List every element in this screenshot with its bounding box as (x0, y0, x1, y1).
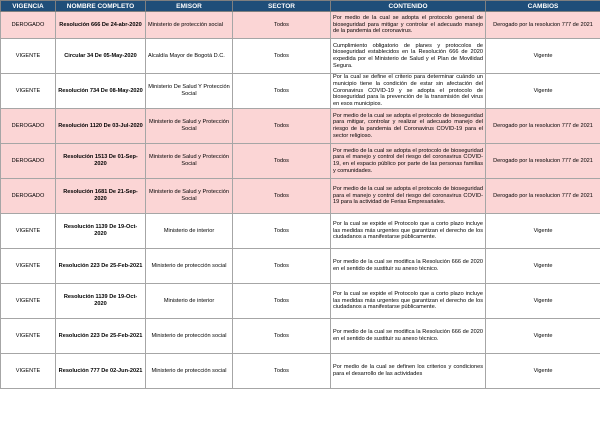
cell-vigencia[interactable]: VIGENTE (1, 354, 56, 389)
cell-cambios[interactable]: Vigente (486, 74, 600, 109)
table-row (1, 12, 600, 39)
cell-emisor[interactable]: Ministerio de Salud y Protección Social (146, 179, 233, 214)
cell-contenido[interactable]: Por medio de la cual se modifica la Resolución 666 de 2020 en el sentido de sustituir su anexo técnico. (331, 319, 486, 354)
table-row (1, 144, 600, 179)
table-row (1, 109, 600, 144)
table-row (1, 214, 600, 249)
cell-vigencia[interactable]: DEROGADO (1, 12, 56, 39)
cell-nombre[interactable]: Resolución 777 De 02-Jun-2021 (56, 354, 146, 389)
cell-cambios[interactable]: Vigente (486, 284, 600, 319)
table-row (1, 179, 600, 214)
cell-cambios[interactable]: Derogado por la resolucion 777 de 2021 (486, 109, 600, 144)
cell-emisor[interactable]: Ministerio de protección social (146, 12, 233, 39)
header-sector[interactable]: SECTOR (233, 1, 331, 12)
cell-contenido[interactable]: Por medio de la cual se adopta el protocolo de bioseguridad para el manejo y control del riesgo del coronavirus COVID-19, en el espacio público por parte de las personas familias y comunidades. (331, 144, 486, 179)
cell-nombre[interactable]: Resolución 1681 De 21-Sep-2020 (56, 179, 146, 214)
cell-cambios[interactable]: Vigente (486, 354, 600, 389)
table-row (1, 39, 600, 74)
cell-emisor[interactable]: Ministerio de protección social (146, 354, 233, 389)
cell-cambios[interactable]: Vigente (486, 249, 600, 284)
cell-emisor[interactable]: Ministerio de protección social (146, 249, 233, 284)
cell-nombre[interactable]: Resolución 1120 De 03-Jul-2020 (56, 109, 146, 144)
cell-contenido[interactable]: Cumplimiento obligatorio de planes y protocolos de bioseguridad establecidos en la Resolución 666 de 2020 expedida por el Ministerio de Salud y el Plan de Movilidad Segura. (331, 39, 486, 74)
cell-sector[interactable]: Todos (233, 249, 331, 284)
cell-contenido[interactable]: Por la cual se expide el Protocolo que a corto plazo incluye las medidas más urgentes que garantizan el derecho de los ciudadanos a manifestarse públicamente. (331, 214, 486, 249)
table-row (1, 249, 600, 284)
cell-emisor[interactable]: Alcaldía Mayor de Bogotá D.C. (146, 39, 233, 74)
cell-contenido[interactable]: Por la cual se expide el Protocolo que a corto plazo incluye las medidas más urgentes que garantizan el derecho de los ciudadanos a manifestarse públicamente. (331, 284, 486, 319)
cell-vigencia[interactable]: VIGENTE (1, 214, 56, 249)
cell-contenido[interactable]: Por medio de la cual se modifica la Resolución 666 de 2020 en el sentido de sustituir su anexo técnico. (331, 249, 486, 284)
cell-vigencia[interactable]: VIGENTE (1, 39, 56, 74)
header-cambios[interactable]: CAMBIOS (486, 1, 600, 12)
cell-vigencia[interactable]: VIGENTE (1, 284, 56, 319)
cell-sector[interactable]: Todos (233, 319, 331, 354)
cell-nombre[interactable]: Resolución 666 De 24-abr-2020 (56, 12, 146, 39)
header-vigencia[interactable]: VIGENCIA (1, 1, 56, 12)
cell-nombre[interactable]: Resolución 223 De 25-Feb-2021 (56, 249, 146, 284)
header-contenido[interactable]: CONTENIDO (331, 1, 486, 12)
cell-vigencia[interactable]: DEROGADO (1, 109, 56, 144)
cell-contenido[interactable]: Por la cual se define el criterio para determinar cuándo un municipio tiene la condición de estar sin afectación del Coronavirus COVID-19 y se adopta el protocolo de bioseguridad para la prevención de la transmisión del virus en esos municipios. (331, 74, 486, 109)
cell-cambios[interactable]: Derogado por la resolucion 777 de 2021 (486, 144, 600, 179)
cell-cambios[interactable]: Derogado por la resolucion 777 de 2021 (486, 179, 600, 214)
cell-emisor[interactable]: Ministerio de interior (146, 214, 233, 249)
cell-sector[interactable]: Todos (233, 144, 331, 179)
cell-nombre[interactable]: Circular 34 De 05-May-2020 (56, 39, 146, 74)
cell-cambios[interactable]: Vigente (486, 319, 600, 354)
cell-cambios[interactable]: Vigente (486, 39, 600, 74)
cell-sector[interactable]: Todos (233, 12, 331, 39)
cell-nombre[interactable]: Resolución 1139 De 19-Oct-2020 (56, 284, 146, 319)
cell-emisor[interactable]: Ministerio De Salud Y Protección Social (146, 74, 233, 109)
cell-vigencia[interactable]: VIGENTE (1, 319, 56, 354)
cell-sector[interactable]: Todos (233, 74, 331, 109)
cell-contenido[interactable]: Por medio de la cual se adopta el protocolo de bioseguridad para el manejo y control del riesgo del coronavirus COVID-19 para la actividad de Ferias Empresariales. (331, 179, 486, 214)
table-row (1, 354, 600, 389)
cell-sector[interactable]: Todos (233, 354, 331, 389)
cell-nombre[interactable]: Resolución 1513 De 01-Sep-2020 (56, 144, 146, 179)
cell-sector[interactable]: Todos (233, 109, 331, 144)
cell-sector[interactable]: Todos (233, 284, 331, 319)
cell-nombre[interactable]: Resolución 223 De 25-Feb-2021 (56, 319, 146, 354)
cell-vigencia[interactable]: DEROGADO (1, 179, 56, 214)
cell-nombre[interactable]: Resolución 734 De 08-May-2020 (56, 74, 146, 109)
cell-sector[interactable]: Todos (233, 179, 331, 214)
table-row (1, 74, 600, 109)
header-nombre[interactable]: NOMBRE COMPLETO (56, 1, 146, 12)
cell-vigencia[interactable]: VIGENTE (1, 249, 56, 284)
cell-contenido[interactable]: Por medio de la cual se adopta el protocolo general de bioseguridad para mitigar y controlar el adecuado manejo de la pandemia del coronavirus. (331, 12, 486, 39)
header-row (1, 1, 600, 12)
cell-sector[interactable]: Todos (233, 39, 331, 74)
cell-nombre[interactable]: Resolución 1139 De 19-Oct-2020 (56, 214, 146, 249)
cell-emisor[interactable]: Ministerio de Salud y Protección Social (146, 144, 233, 179)
cell-cambios[interactable]: Derogado por la resolucion 777 de 2021 (486, 12, 600, 39)
cell-emisor[interactable]: Ministerio de Salud y Protección Social (146, 109, 233, 144)
cell-vigencia[interactable]: VIGENTE (1, 74, 56, 109)
cell-contenido[interactable]: Por medio de la cual se definen los criterios y condiciones para el desarrollo de las actividades (331, 354, 486, 389)
cell-vigencia[interactable]: DEROGADO (1, 144, 56, 179)
cell-emisor[interactable]: Ministerio de protección social (146, 319, 233, 354)
header-emisor[interactable]: EMISOR (146, 1, 233, 12)
cell-emisor[interactable]: Ministerio de interior (146, 284, 233, 319)
table-row (1, 284, 600, 319)
cell-cambios[interactable]: Vigente (486, 214, 600, 249)
table-row (1, 319, 600, 354)
cell-sector[interactable]: Todos (233, 214, 331, 249)
cell-contenido[interactable]: Por medio de la cual se adopta el protocolo de bioseguridad para mitigar, controlar y realizar el adecuado manejo del riesgo de la pandemia del Coronavirus COVID-19 para el sector religioso. (331, 109, 486, 144)
